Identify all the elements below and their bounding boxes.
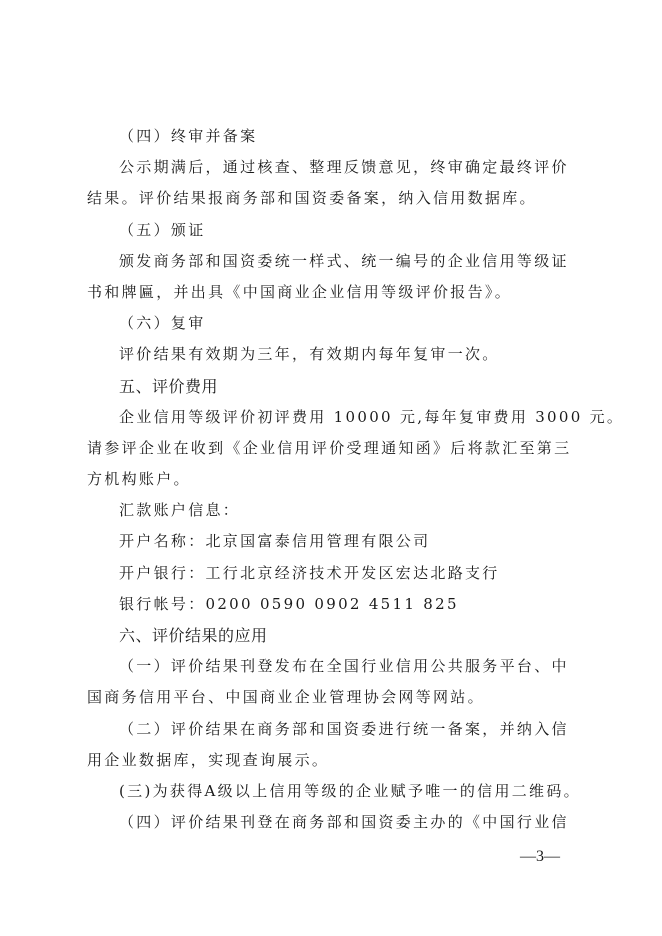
paragraph-line: 企业信用等级评价初评费用 10000 元,每年复审费用 3000 元。	[119, 407, 625, 426]
paragraph-line: （四）评价结果刊登在商务部和国资委主办的《中国行业信	[119, 813, 569, 832]
paragraph-line: （二）评价结果在商务部和国资委进行统一备案，并纳入信	[119, 719, 569, 738]
paragraph-line: 请参评企业在收到《企业信用评价受理通知函》后将款汇至第三	[87, 438, 572, 457]
section-heading-fees: 五、评价费用	[119, 376, 219, 396]
paragraph-line: 国商务信用平台、中国商业企业管理协会网等网站。	[87, 688, 485, 707]
subsection-heading-final-review: （四）终审并备案	[119, 127, 258, 145]
section-heading-application: 六、评价结果的应用	[119, 626, 268, 645]
paragraph-line: 结果。评价结果报商务部和国资委备案，纳入信用数据库。	[87, 189, 537, 208]
paragraph-line: (三)为获得A级以上信用等级的企业赋予唯一的信用二维码。	[119, 781, 581, 800]
account-name: 开户名称：北京国富泰信用管理有限公司	[119, 532, 431, 551]
page-number: —3—	[520, 848, 560, 865]
document-body	[87, 121, 625, 838]
paragraph-line: 用企业数据库，实现查询展示。	[87, 750, 330, 769]
account-info-label: 汇款账户信息：	[119, 501, 241, 520]
paragraph-line: 方机构账户。	[87, 470, 191, 489]
account-number: 银行帐号：0200 0590 0902 4511 825	[119, 594, 459, 613]
subsection-heading-re-review: （六）复审	[119, 314, 206, 333]
paragraph-line: （一）评价结果刊登发布在全国行业信用公共服务平台、中	[119, 657, 569, 676]
paragraph-line: 颁发商务部和国资委统一样式、统一编号的企业信用等级证	[119, 251, 569, 270]
paragraph-line: 评价结果有效期为三年，有效期内每年复审一次。	[119, 345, 500, 364]
paragraph-line: 书和牌匾，并出具《中国商业企业信用等级评价报告》。	[87, 282, 513, 301]
paragraph-line: 公示期满后，通过核查、整理反馈意见，终审确定最终评价	[119, 158, 569, 177]
subsection-heading-certificate: （五）颁证	[119, 220, 206, 239]
account-bank: 开户银行：工行北京经济技术开发区宏达北路支行	[119, 563, 500, 582]
